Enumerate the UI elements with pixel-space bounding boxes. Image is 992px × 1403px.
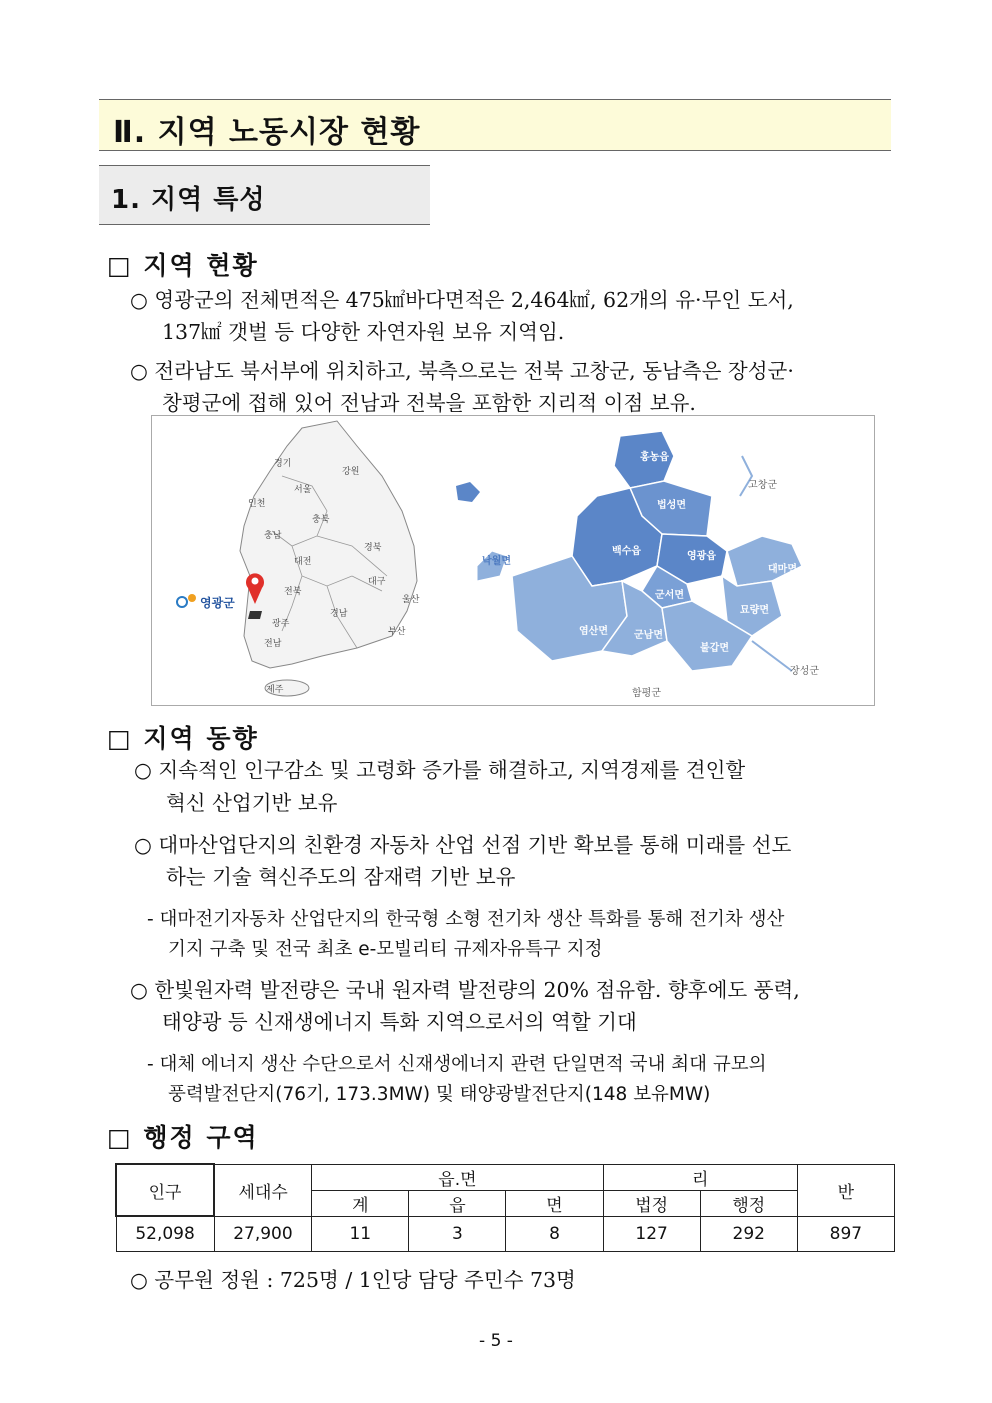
cell-ban: 897 [797,1216,894,1252]
neighbor-label: 함평군 [632,688,661,699]
heading-region-trends: □ 지역 동향 [107,724,259,753]
county-region-label: 대마면 [768,564,797,575]
county-region-label: 백수읍 [612,546,641,557]
region-daema [727,536,802,586]
cell-eup: 3 [409,1216,506,1252]
county-region-label: 불갑면 [700,643,729,654]
county-region-label: 군서면 [655,590,684,601]
bullet-area-line2: 137㎢ 갯벌 등 다양한 자연자원 보유 지역임. [162,320,565,344]
heading-admin-districts: □ 행정 구역 [107,1123,259,1152]
th-ban: 반 [797,1164,894,1216]
korea-region-label: 전북 [284,587,302,597]
dash-energy-line2: 풍력발전단지(76기, 173.3MW) 및 태양광발전단지(148 보유MW) [168,1084,711,1105]
islet-icon [456,482,480,502]
korea-region-label: 전남 [264,639,282,649]
bullet-area-line1: ○ 영광군의 전체면적은 475㎢바다면적은 2,464㎢, 62개의 유·무인 도서, [130,288,794,312]
korea-region-label: 충북 [312,515,330,525]
county-region-label: 군남면 [634,630,663,641]
logo-mark-icon [177,597,187,607]
korea-region-label: 제주 [266,685,284,695]
cell-myeon: 8 [506,1216,603,1252]
logo-dot-icon [188,594,196,602]
cell-legal-ri: 127 [603,1216,700,1252]
cell-admin-ri: 292 [700,1216,797,1252]
chapter-title: Ⅱ. 지역 노동시장 현황 [113,115,421,150]
korea-region-label: 광주 [272,619,290,629]
bullet-trend1-line2: 혁신 산업기반 보유 [166,791,338,815]
th-myeon: 면 [506,1190,603,1216]
th-population: 인구 [116,1164,214,1216]
th-legal-ri: 법정 [603,1190,700,1216]
bullet-trend3-line1: ○ 한빛원자력 발전량은 국내 원자력 발전량의 20% 점유함. 향후에도 풍력, [130,978,800,1002]
cell-population: 52,098 [116,1216,214,1252]
bullet-trend2-line1: ○ 대마산업단지의 친환경 자동차 산업 선점 기반 확보를 통해 미래를 선도 [134,833,792,857]
korea-region-label: 대전 [294,557,312,567]
section-title-box [99,165,430,225]
th-eupmyeon: 읍.면 [312,1164,603,1190]
th-eup: 읍 [409,1190,506,1216]
korea-region-label: 경기 [274,459,292,469]
neighbor-label: 장성군 [790,666,819,677]
county-region-label: 법성면 [657,500,686,511]
neighbor-label: 낙월면 [482,556,511,567]
bullet-trend1-line1: ○ 지속적인 인구감소 및 고령화 증가를 해결하고, 지역경제를 견인할 [134,758,746,782]
cell-households: 27,900 [214,1216,312,1252]
heading-region-status: □ 지역 현황 [107,251,259,280]
region-map-svg [152,416,874,705]
th-households: 세대수 [214,1164,312,1216]
county-map [456,431,819,699]
region-map [151,415,875,706]
korea-region-label: 부산 [388,627,406,637]
korea-region-label: 서울 [294,485,312,495]
korea-region-label: 인천 [248,499,266,509]
logo-text: 영광군 [200,596,235,610]
chapter-title-box [99,99,891,151]
korea-region-label: 대구 [368,577,386,587]
th-total: 계 [312,1190,409,1216]
korea-region-label: 강원 [342,467,360,477]
bullet-location-line2: 창평군에 접해 있어 전남과 전북을 포함한 지리적 이점 보유. [162,391,696,415]
page-number: - 5 - [479,1331,513,1351]
th-admin-ri: 행정 [700,1190,797,1216]
dash-energy-line1: - 대체 에너지 생산 수단으로서 신재생에너지 관련 단일면적 국내 최대 규모의 [147,1054,767,1075]
dash-ev-line1: - 대마전기자동차 산업단지의 한국형 소형 전기차 생산 특화를 통해 전기차 생산 [147,909,785,930]
dash-ev-line2: 기지 구축 및 전국 최초 e-모빌리티 규제자유특구 지정 [168,939,603,960]
th-ri: 리 [603,1164,797,1190]
bullet-location-line1: ○ 전라남도 북서부에 위치하고, 북측으로는 전북 고창군, 동남측은 장성군· [130,359,794,383]
bullet-civil-servants: ○ 공무원 정원 : 725명 / 1인당 담당 주민수 73명 [130,1268,576,1292]
admin-district-table [115,1163,895,1252]
korea-region-label: 경북 [364,543,382,553]
bullet-trend2-line2: 하는 기술 혁신주도의 잠재력 기반 보유 [166,865,516,889]
section-title: 1. 지역 특성 [111,185,266,215]
cell-total: 11 [312,1216,409,1252]
korea-region-label: 충남 [264,531,282,541]
county-region-label: 홍농읍 [640,452,669,463]
korea-region-label: 울산 [402,595,420,605]
county-region-label: 묘량면 [740,605,769,616]
yeonggwang-logo [177,594,235,610]
county-region-label: 염산면 [579,626,608,637]
county-region-label: 영광읍 [687,551,716,562]
neighbor-label: 고창군 [748,480,777,491]
korea-region-label: 경남 [330,609,348,619]
bullet-trend3-line2: 태양광 등 신재생에너지 특화 지역으로서의 역할 기대 [162,1010,637,1034]
